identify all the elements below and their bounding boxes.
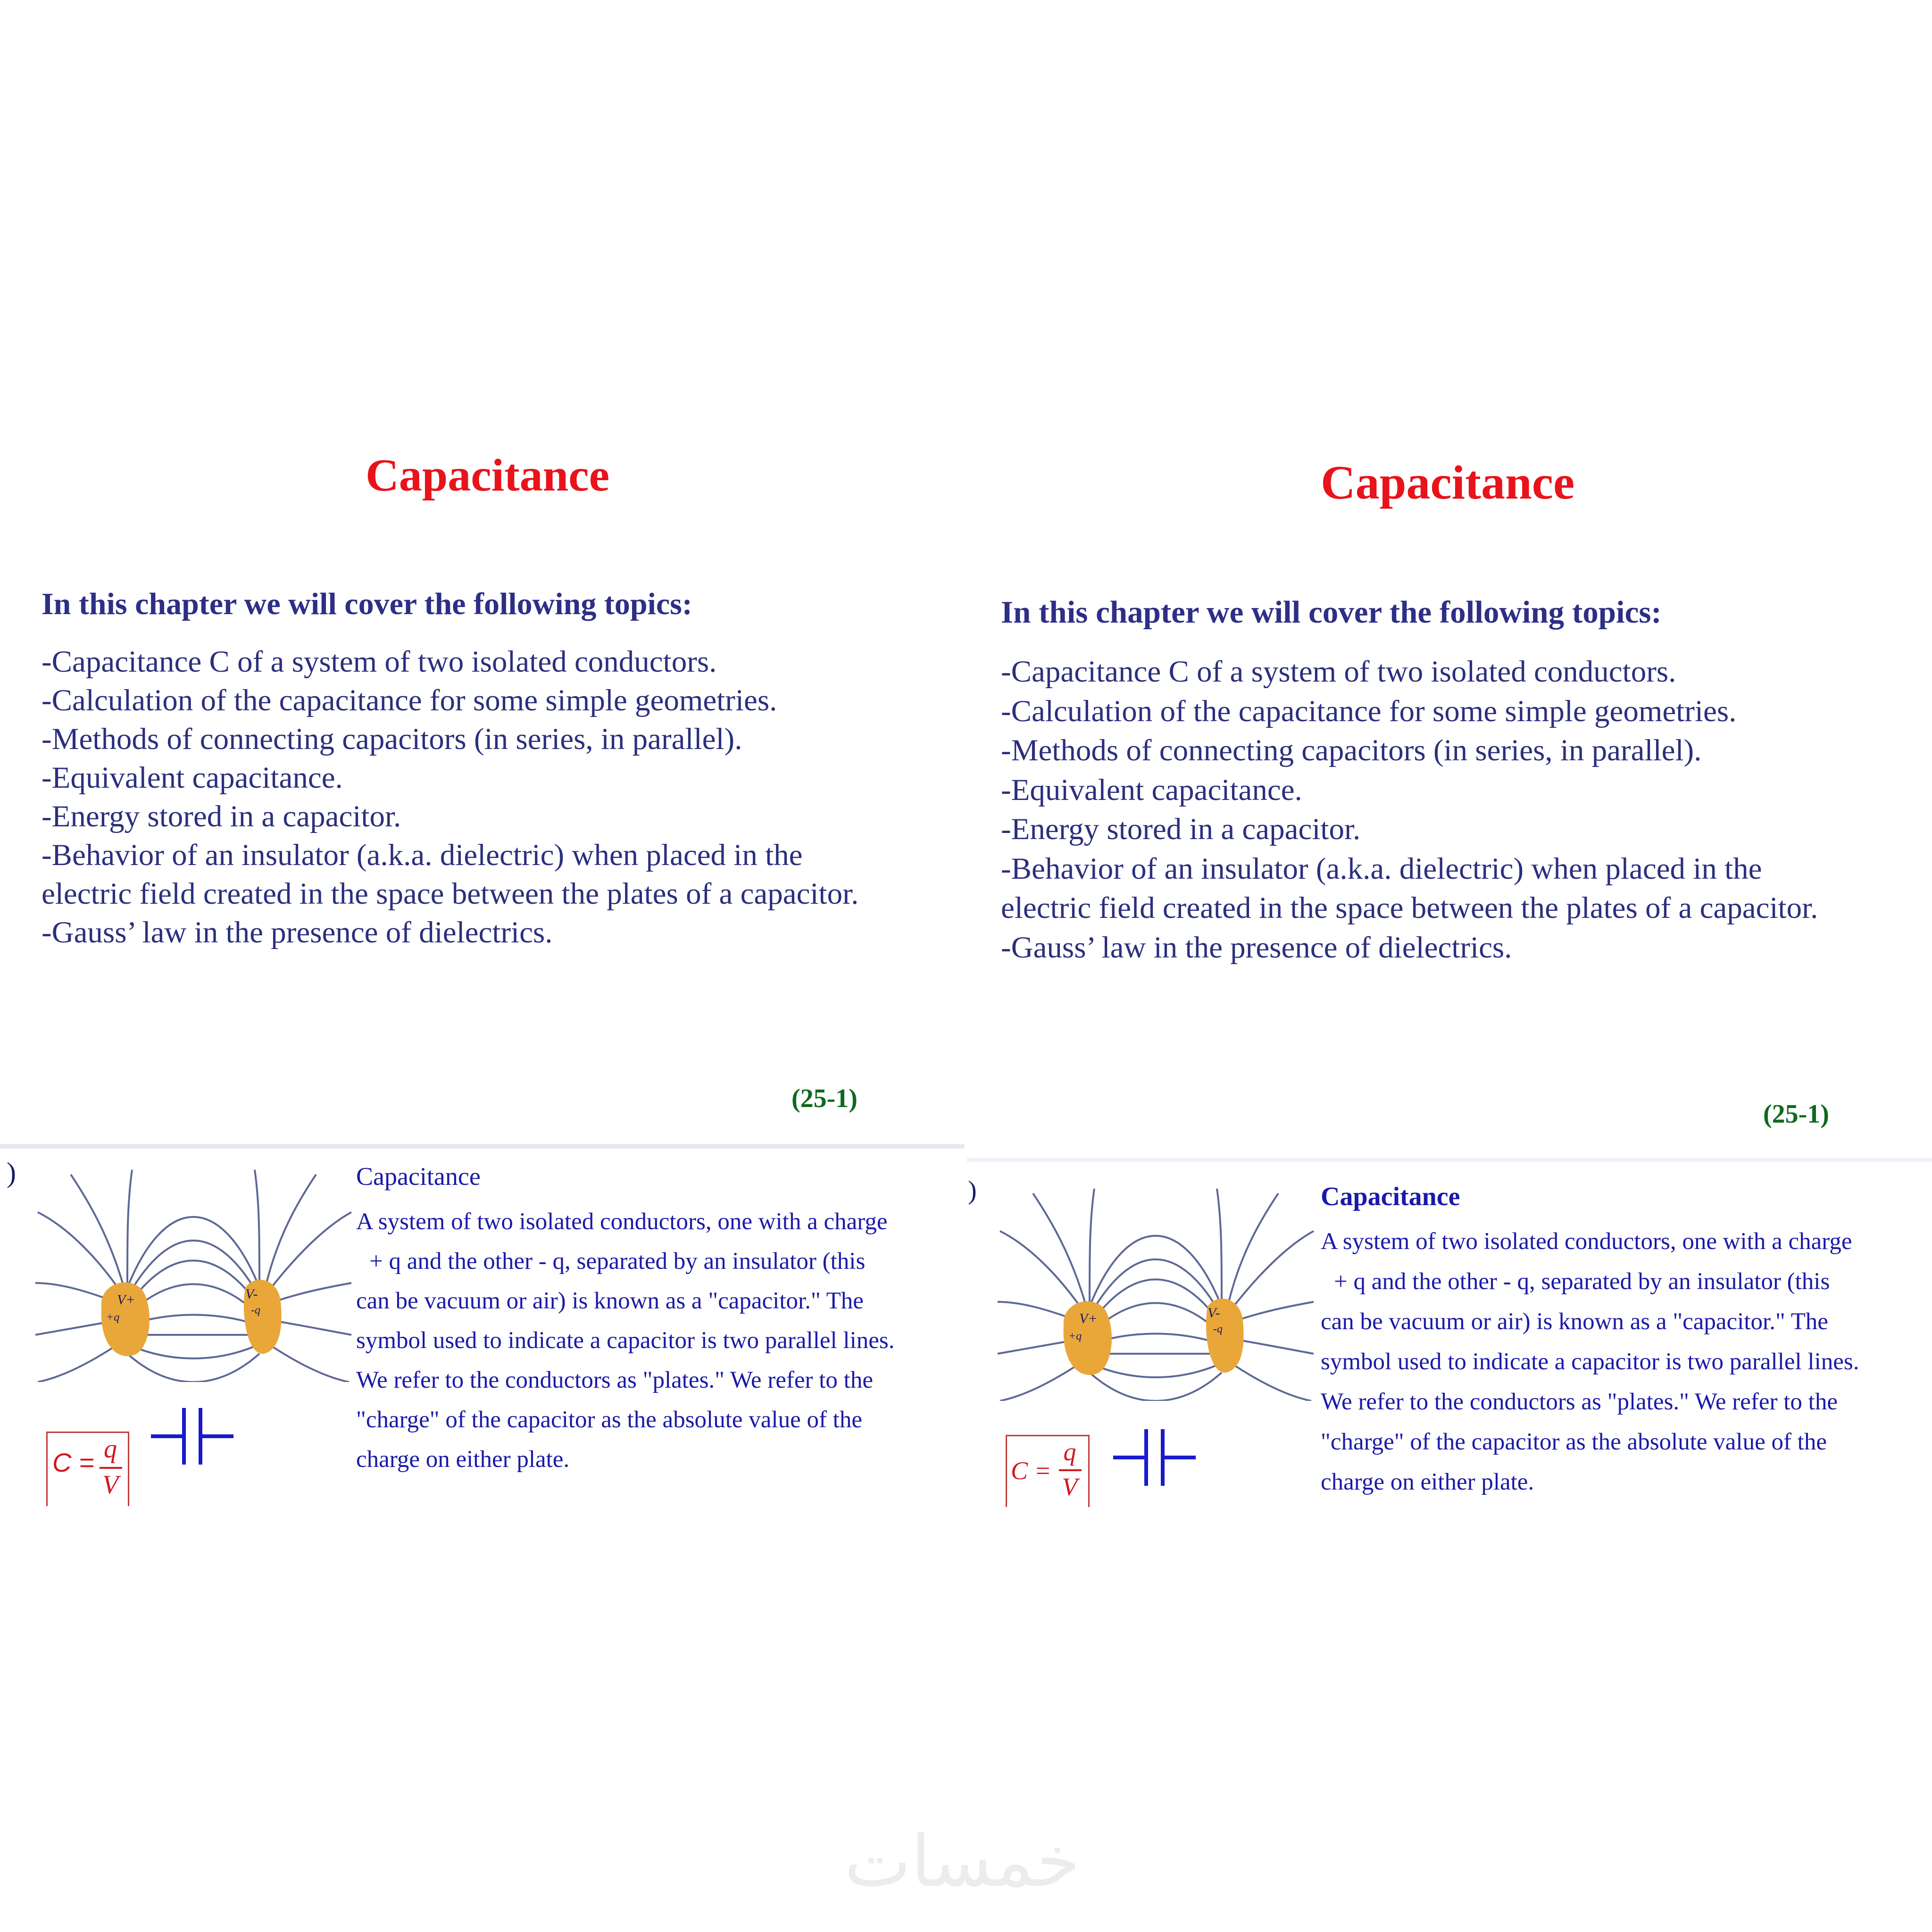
- field-line: [1000, 1363, 1080, 1401]
- field-line: [71, 1174, 123, 1283]
- description-line: + q and the other - q, separated by an insulator (this: [1334, 1268, 1830, 1295]
- topic-item: -Energy stored in a capacitor.: [42, 799, 401, 833]
- topic-item: electric field created in the space between the plates of a capacitor.: [42, 877, 859, 911]
- field-line: [266, 1174, 316, 1283]
- page-number: (25-1): [1763, 1099, 1829, 1129]
- slide-intro: In this chapter we will cover the following topics:: [42, 587, 692, 621]
- formula-bar: [1059, 1469, 1082, 1471]
- description-line: "charge" of the capacitor as the absolute value of the: [1321, 1429, 1827, 1455]
- label-minus-q: -q: [1213, 1323, 1223, 1335]
- field-line: [1090, 1189, 1094, 1302]
- capacitor-symbol-icon: [151, 1406, 236, 1467]
- label-minus-v: V-: [245, 1286, 258, 1302]
- slide-title: Capacitance: [1321, 456, 1575, 509]
- label-plus-q: +q: [1068, 1330, 1082, 1342]
- topic-item: -Gauss’ law in the presence of dielectrics.: [42, 916, 553, 949]
- formula-denominator: V: [1062, 1473, 1078, 1501]
- field-line: [274, 1283, 351, 1302]
- divider-left: [0, 1144, 965, 1149]
- label-plus-q: +q: [106, 1311, 120, 1324]
- label-minus-v: V-: [1208, 1305, 1220, 1321]
- slide-right: [972, 0, 1932, 1160]
- capacitance-formula: [1006, 1435, 1090, 1507]
- watermark-logo: خمسات: [844, 1821, 1081, 1903]
- label-plus-v: V+: [117, 1292, 135, 1307]
- description-line: can be vacuum or air) is known as a "capacitor." The: [1321, 1308, 1828, 1335]
- field-line: [1231, 1363, 1311, 1401]
- field-line: [1233, 1231, 1314, 1307]
- field-line: [38, 1344, 118, 1382]
- field-line: [1217, 1189, 1222, 1302]
- description-line: charge on either plate.: [356, 1446, 570, 1473]
- field-line: [127, 1217, 259, 1288]
- field-line: [1033, 1193, 1085, 1302]
- topic-item: -Energy stored in a capacitor.: [1001, 812, 1361, 846]
- topic-item: -Equivalent capacitance.: [42, 761, 343, 795]
- formula-numerator: q: [104, 1434, 117, 1464]
- description-line: We refer to the conductors as "plates." We refer to the: [1321, 1389, 1838, 1415]
- stray-mark: ): [968, 1176, 977, 1205]
- divider-right: [967, 1158, 1932, 1162]
- field-diagram: [995, 1184, 1316, 1401]
- slide-title: Capacitance: [366, 450, 610, 501]
- description-line: symbol used to indicate a capacitor is two parallel lines.: [356, 1327, 895, 1354]
- topic-item: -Equivalent capacitance.: [1001, 773, 1302, 807]
- field-line: [1090, 1236, 1222, 1307]
- topic-list: [1001, 652, 1818, 967]
- description-line: can be vacuum or air) is known as a "capacitor." The: [356, 1288, 864, 1314]
- topic-item: electric field created in the space between the plates of a capacitor.: [1001, 891, 1818, 925]
- capacitance-formula: [46, 1432, 129, 1506]
- field-line: [1236, 1302, 1314, 1321]
- field-line: [1000, 1231, 1080, 1307]
- description-line: + q and the other - q, separated by an insulator (this: [369, 1248, 866, 1274]
- label-minus-q: -q: [251, 1304, 260, 1316]
- topic-item: -Methods of connecting capacitors (in series, in parallel).: [42, 722, 742, 756]
- field-diagram: [33, 1165, 354, 1382]
- field-line: [269, 1344, 349, 1382]
- description-line: A system of two isolated conductors, one with a charge: [356, 1208, 888, 1235]
- topic-item: -Calculation of the capacitance for some simple geometries.: [1001, 694, 1737, 728]
- capacitor-heading: Capacitance: [356, 1162, 481, 1191]
- topic-item: -Calculation of the capacitance for some simple geometries.: [42, 683, 777, 717]
- formula-numerator: q: [1063, 1438, 1076, 1466]
- description-line: A system of two isolated conductors, one with a charge: [1321, 1228, 1852, 1255]
- topic-list: [42, 642, 858, 952]
- topic-item: -Behavior of an insulator (a.k.a. dielectric) when placed in the: [42, 838, 803, 872]
- description-line: charge on either plate.: [1321, 1469, 1534, 1495]
- formula-denominator: V: [102, 1470, 119, 1499]
- field-line: [1236, 1340, 1314, 1354]
- stray-mark: ): [7, 1157, 16, 1188]
- field-line: [255, 1170, 259, 1283]
- capacitor-heading: Capacitance: [1321, 1182, 1460, 1211]
- slide-left: [0, 0, 967, 1156]
- description-line: "charge" of the capacitor as the absolute value of the: [356, 1407, 862, 1433]
- page-number: (25-1): [791, 1084, 858, 1113]
- formula-lhs: C =: [1011, 1457, 1051, 1485]
- topic-item: -Gauss’ law in the presence of dielectrics.: [1001, 930, 1512, 965]
- description-line: symbol used to indicate a capacitor is two parallel lines.: [1321, 1349, 1859, 1375]
- capacitor-symbol-icon: [1113, 1427, 1198, 1488]
- description-line: We refer to the conductors as "plates." We refer to the: [356, 1367, 873, 1393]
- field-line: [38, 1212, 118, 1288]
- formula-lhs: C =: [52, 1448, 94, 1477]
- label-plus-v: V+: [1079, 1311, 1098, 1326]
- capacitor-description: [356, 1202, 895, 1479]
- slide-intro: In this chapter we will cover the following topics:: [1001, 595, 1662, 630]
- topic-item: -Behavior of an insulator (a.k.a. dielectric) when placed in the: [1001, 851, 1762, 886]
- field-line: [274, 1321, 351, 1335]
- topic-item: -Capacitance C of a system of two isolated conductors.: [42, 645, 717, 679]
- formula-bar: [100, 1467, 122, 1469]
- capacitor-description: [1321, 1222, 1859, 1502]
- field-line: [1229, 1193, 1278, 1302]
- topic-item: -Methods of connecting capacitors (in series, in parallel).: [1001, 733, 1702, 767]
- field-line: [1090, 1363, 1222, 1377]
- field-line: [127, 1170, 132, 1283]
- field-line: [271, 1212, 351, 1288]
- topic-item: -Capacitance C of a system of two isolated conductors.: [1001, 655, 1676, 689]
- field-line: [127, 1344, 259, 1358]
